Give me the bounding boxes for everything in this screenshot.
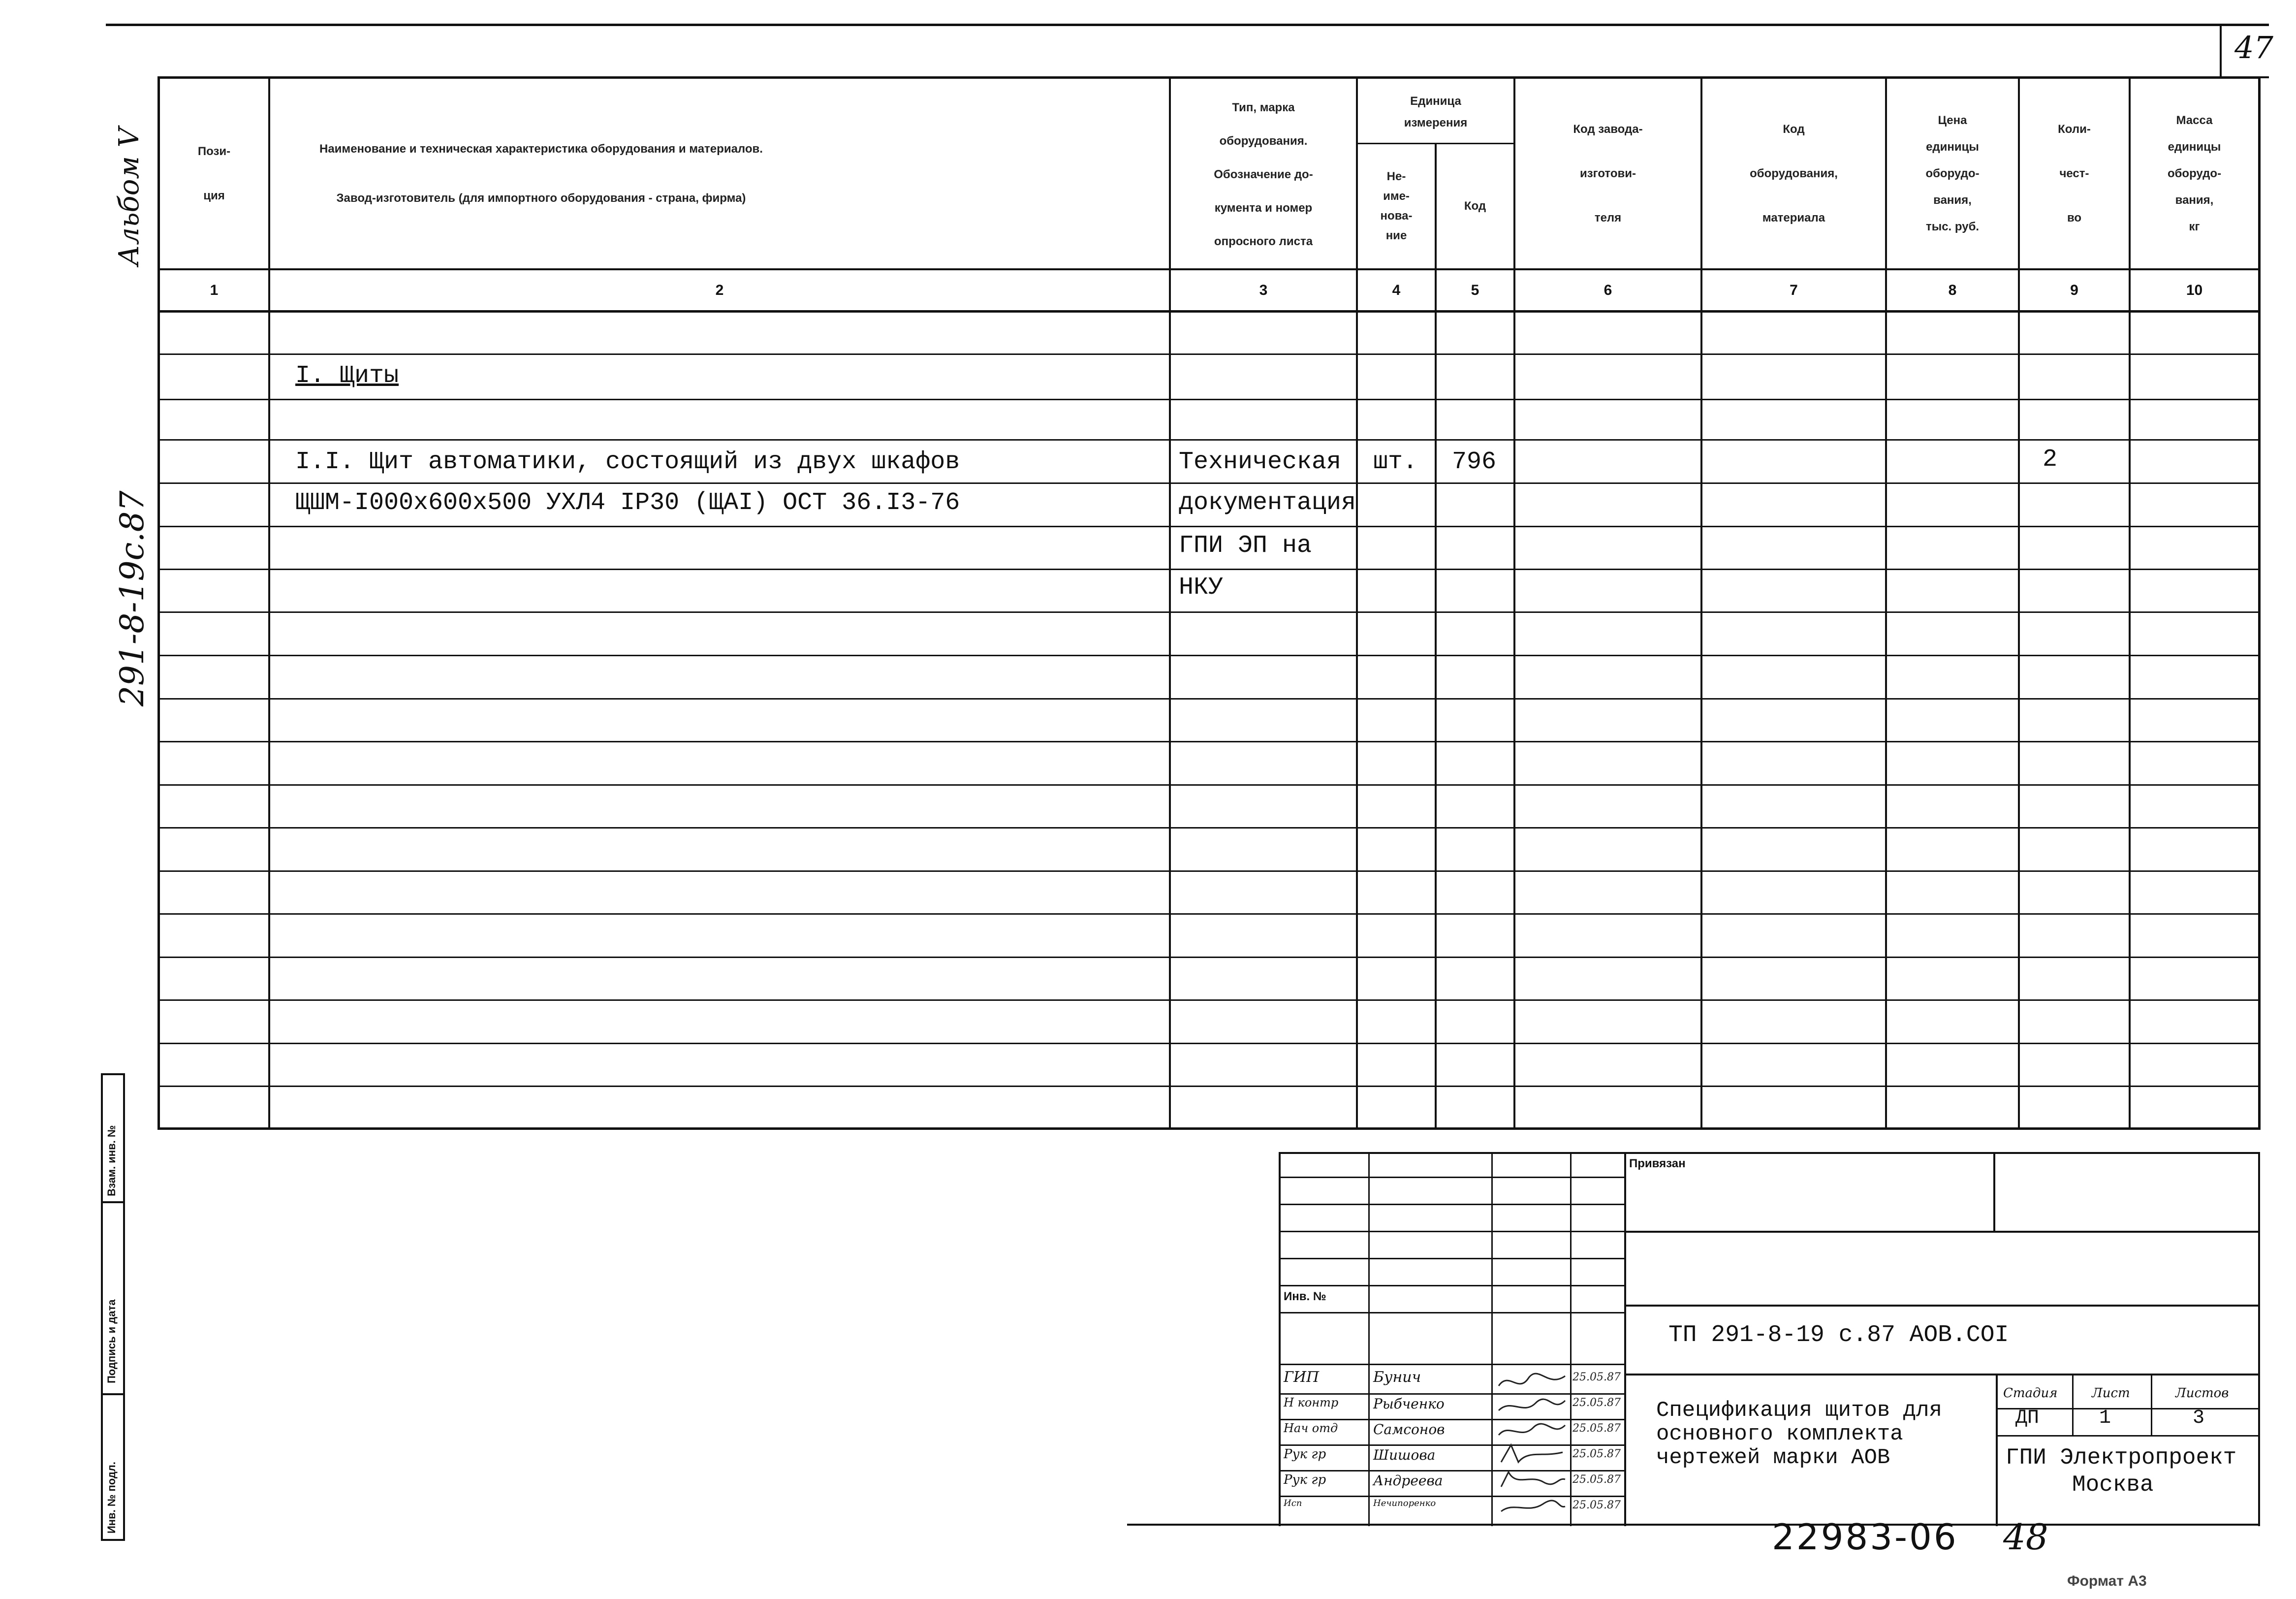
signatures	[1494, 1366, 1570, 1524]
page-number: 47	[2234, 30, 2273, 65]
privyazan-label: Привязан	[1629, 1157, 1686, 1170]
item-type-line4: НКУ	[1179, 574, 1224, 602]
designation: ТП 291-8-19 с.87 АОВ.СОI	[1668, 1322, 2009, 1348]
stamp-label-inv: Инв. № подл.	[105, 1462, 118, 1534]
role-1: ГИП	[1284, 1369, 1320, 1386]
top-border	[106, 24, 2269, 26]
album-label: Альбом V	[113, 127, 145, 266]
col-num-2: 2	[715, 282, 724, 298]
item-type-line2: документация	[1179, 489, 1356, 517]
col-num-5: 5	[1471, 282, 1479, 298]
header-unit-code: Код	[1464, 199, 1486, 213]
name-1: Бунич	[1373, 1369, 1421, 1386]
header-equip-code: Код оборудования, материала	[1750, 122, 1838, 224]
header-price: Цена единицы оборудо- вания, тыс. руб.	[1925, 113, 1980, 233]
col-num-9: 9	[2070, 282, 2078, 298]
col-num-7: 7	[1790, 282, 1798, 298]
date-4: 25.05.87	[1573, 1448, 1621, 1460]
format-label: Формат А3	[2067, 1573, 2147, 1589]
item-name-line2: ЩШМ-I000х600х500 УХЛ4 IР30 (ЩАI) ОСТ 36.I3-76	[295, 489, 960, 517]
org-line1: ГПИ Электропроект	[2006, 1445, 2237, 1471]
col-num-4: 4	[1392, 282, 1401, 298]
date-5: 25.05.87	[1573, 1473, 1621, 1486]
header-mfr-code: Код завода- изготови- теля	[1573, 122, 1643, 224]
col-num-1: 1	[210, 282, 219, 298]
name-3: Самсонов	[1373, 1421, 1445, 1438]
archive-number: 22983-06	[1772, 1516, 1958, 1558]
col-num-10: 10	[2186, 282, 2203, 298]
org-line2: Москва	[2072, 1472, 2154, 1498]
sheets-value: 3	[2193, 1407, 2205, 1429]
date-1: 25.05.87	[1573, 1371, 1621, 1383]
header-type: Тип, марка оборудования. Обозначение до- кумента и номер опросного листа	[1214, 101, 1313, 248]
date-3: 25.05.87	[1573, 1422, 1621, 1435]
item-quantity: 2	[2043, 446, 2058, 474]
sheets-label: Листов	[2175, 1386, 2229, 1401]
table-bottom	[157, 1127, 2259, 1130]
date-2: 25.05.87	[1573, 1397, 1621, 1409]
role-2: Н контр	[1284, 1396, 1339, 1409]
header-unit: Единица измерения	[1404, 94, 1468, 129]
name-5: Андреева	[1373, 1472, 1443, 1489]
header-name: Наименование и техническая характеристика оборудования и материалов. Завод-изготовитель (для импортного оборудования - страна, фирма)	[319, 142, 763, 205]
role-5: Рук гр	[1284, 1472, 1326, 1487]
col-num-6: 6	[1604, 282, 1612, 298]
header-mass: Масса единицы оборудо- вания, кг	[2167, 113, 2222, 233]
page-number-box-left	[2220, 24, 2222, 78]
name-6: Нечипоренко	[1373, 1498, 1436, 1508]
doc-title-line2: основного комплекта	[1656, 1422, 1903, 1446]
item-type-line3: ГПИ ЭП на	[1179, 532, 1312, 560]
role-4: Рук гр	[1284, 1447, 1326, 1462]
col-num-3: 3	[1259, 282, 1268, 298]
role-3: Нач отд	[1284, 1421, 1338, 1435]
sheet-value: 1	[2099, 1407, 2111, 1429]
sheet-label: Лист	[2092, 1386, 2130, 1401]
table-right	[2258, 76, 2261, 1130]
doc-title-line3: чертежей марки АОВ	[1656, 1445, 1890, 1470]
name-2: Рыбченко	[1373, 1396, 1445, 1412]
stage-label: Стадия	[2003, 1386, 2058, 1401]
sheet-total: 48	[2003, 1516, 2048, 1558]
section-title: I. Щиты	[295, 362, 399, 390]
doc-title-line1: Спецификация щитов для	[1656, 1398, 1942, 1423]
header-pos: Пози- ция	[197, 144, 231, 202]
stamp-label-podpis: Подпись и дата	[105, 1299, 118, 1383]
item-unit-code: 796	[1452, 448, 1497, 476]
item-unit: шт.	[1373, 448, 1418, 476]
date-6: 25.05.87	[1573, 1499, 1621, 1511]
item-name-line1: I.I. Щит автоматики, состоящий из двух шкафов	[295, 448, 960, 476]
stage-value: ДП	[2015, 1407, 2040, 1429]
project-code: 291-8-19с.87	[113, 490, 151, 706]
stamp-label-vzam: Взам. инв. №	[105, 1125, 118, 1196]
header-qty: Коли- чест- во	[2058, 122, 2091, 224]
role-6: Исп	[1284, 1498, 1302, 1508]
item-type-line1: Техническая	[1179, 448, 1342, 476]
inv-no-label: Инв. №	[1284, 1290, 1326, 1303]
header-unit-name: Не- име- нова- ние	[1380, 170, 1413, 242]
col-num-8: 8	[1948, 282, 1957, 298]
name-4: Шишова	[1373, 1447, 1436, 1463]
